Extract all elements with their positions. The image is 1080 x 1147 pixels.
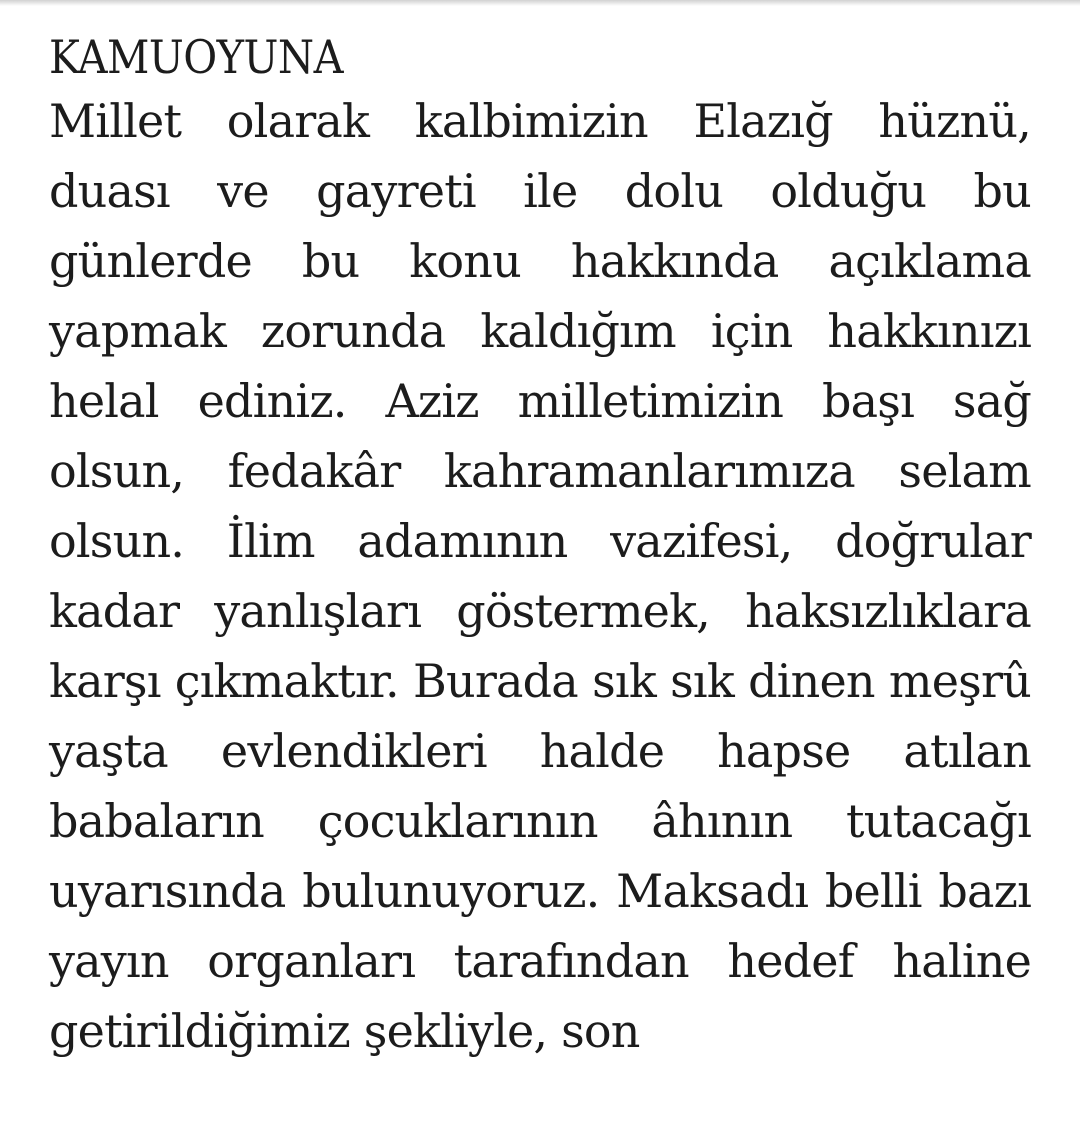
article-body: Millet olarak kalbimizin Elazığ hüznü, duası ve gayreti ile dolu olduğu bu günlerde bu konu hakkında açıklama yapmak zorunda kaldığım için hakkınızı helal ediniz. Aziz milletimizin başı sağ olsun, fedakâr kahramanlarımıza selam olsun. İlim adamının vazifesi, doğrular kadar yanlışları göstermek, haksızlıklara karşı çıkmaktır. Burada sık sık dinen meşrû yaşta evlendikleri halde hapse atılan babaların çocuklarının âhının tutacağı uyarısında bulunuyoruz. Maksadı belli bazı yayın organları tarafından hedef haline getirildiğimiz şekliyle, son xyxy=(49,94,1031,1058)
top-edge-shadow xyxy=(0,0,1080,6)
article xyxy=(49,28,1031,1066)
article-title: KAMUOYUNA xyxy=(49,30,343,84)
